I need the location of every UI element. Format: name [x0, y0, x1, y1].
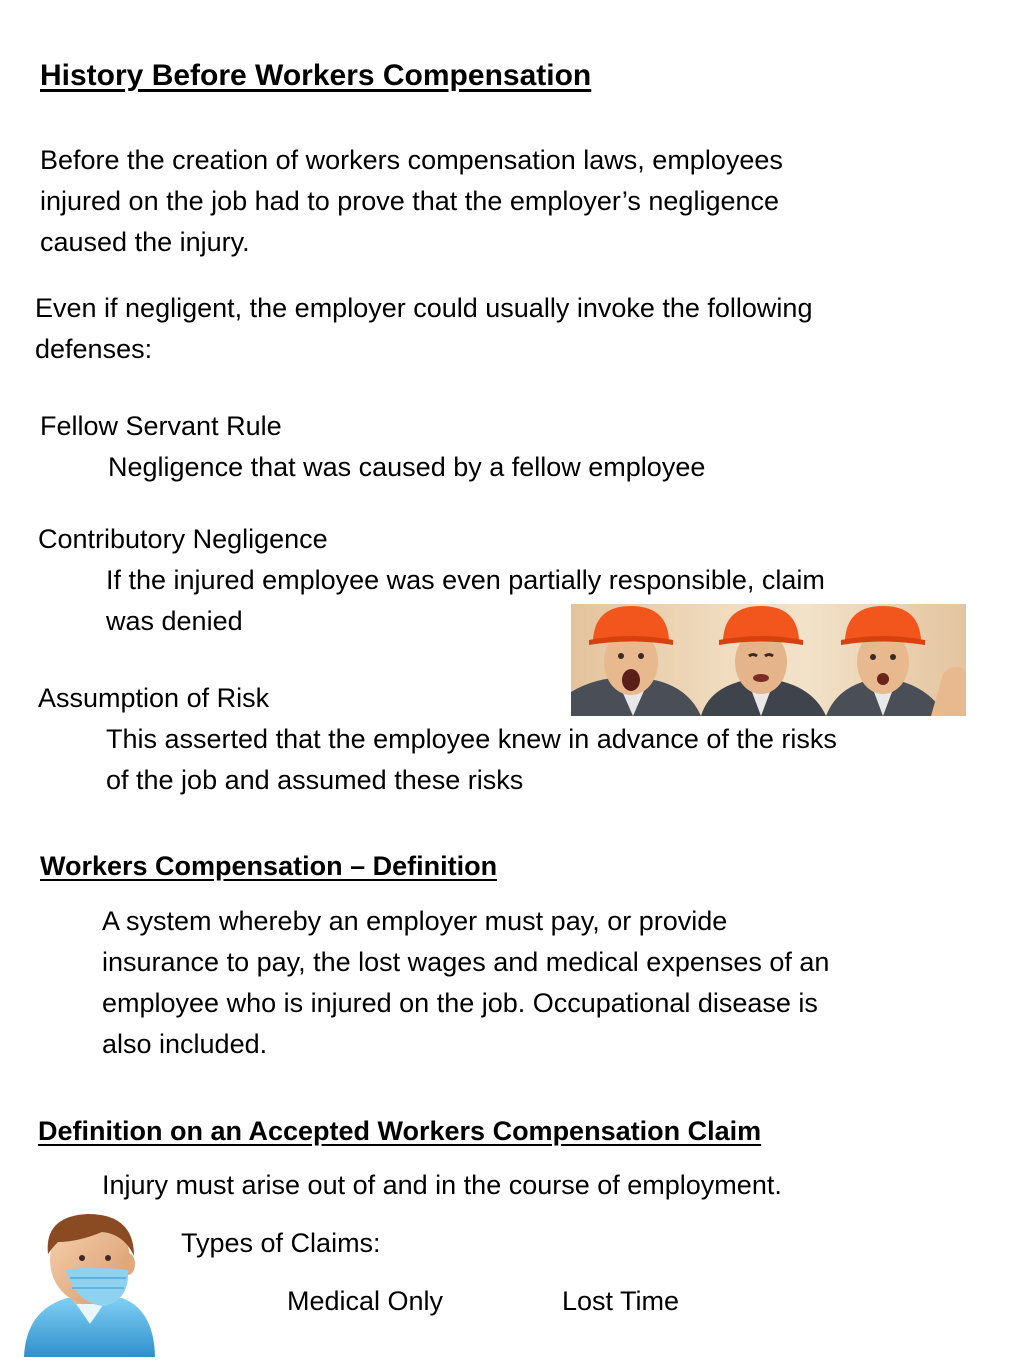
- intro-line: Before the creation of workers compensation laws, employees: [40, 145, 783, 175]
- definition-line: employee who is injured on the job. Occupational disease is: [102, 988, 818, 1018]
- definition-line: insurance to pay, the lost wages and medical expenses of an: [102, 947, 830, 977]
- hardhat-workers-photo: [571, 604, 966, 716]
- defense-name: Fellow Servant Rule: [40, 411, 282, 441]
- defense-description: This asserted that the employee knew in advance of the risks: [106, 724, 837, 754]
- worker-shrugging-figure: [826, 606, 966, 716]
- defense-name: Assumption of Risk: [38, 683, 270, 713]
- claim-type-medical-only: Medical Only: [287, 1286, 444, 1316]
- accepted-claim-heading: Definition on an Accepted Workers Compensation Claim: [38, 1116, 762, 1146]
- claim-types-label: Types of Claims:: [181, 1228, 381, 1258]
- claim-type-lost-time: Lost Time: [562, 1286, 680, 1316]
- defense-description: Negligence that was caused by a fellow employee: [108, 452, 706, 482]
- intro-line: caused the injury.: [40, 227, 250, 257]
- definition-line: also included.: [102, 1029, 268, 1059]
- claim-requirement: Injury must arise out of and in the course of employment.: [102, 1170, 782, 1200]
- defenses-intro-line: defenses:: [35, 334, 153, 364]
- defense-name: Contributory Negligence: [38, 524, 328, 554]
- masked-nurse-icon: [22, 1212, 157, 1357]
- definition-heading: Workers Compensation – Definition: [40, 851, 498, 881]
- workers-illustration: [571, 604, 966, 716]
- page-title: History Before Workers Compensation: [40, 59, 592, 92]
- defense-description: was denied: [106, 606, 243, 636]
- worker-yelling-figure: [571, 606, 701, 716]
- defense-description: of the job and assumed these risks: [106, 765, 524, 795]
- intro-line: injured on the job had to prove that the employer’s negligence: [40, 186, 780, 216]
- definition-line: A system whereby an employer must pay, or provide: [102, 906, 728, 936]
- worker-talking-figure: [701, 606, 826, 716]
- defenses-intro-line: Even if negligent, the employer could usually invoke the following: [35, 293, 813, 323]
- defense-description: If the injured employee was even partially responsible, claim: [106, 565, 825, 595]
